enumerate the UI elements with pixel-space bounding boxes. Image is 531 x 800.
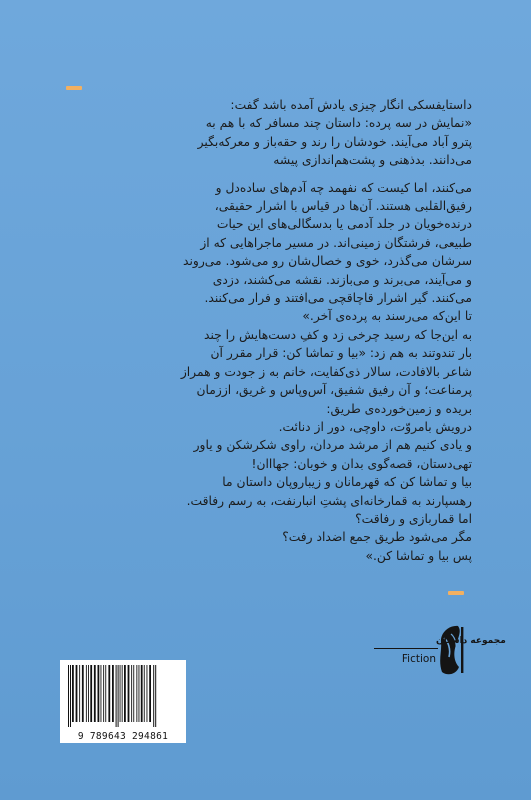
blurb-text	[58, 96, 472, 565]
blurb-line: بیا و تماشا کن که قهرمانان و زیباروپان داستان ما	[222, 475, 472, 490]
blurb-line: پترو آباد می‌آیند. خودشان را رند و حقه‌باز و معرکه‌بگیر	[197, 134, 472, 149]
barcode-bar	[147, 665, 148, 722]
blurb-line: پرمناعت؛ و آن رفیق شفیق، آس‌وپاس و غریق، اززمان	[196, 383, 472, 398]
barcode-bar	[133, 665, 134, 722]
series-latin-label: Fiction	[401, 653, 436, 665]
barcode-bar	[120, 665, 121, 722]
barcode-bar	[101, 665, 102, 722]
barcode-bar	[108, 665, 110, 722]
blurb-line: «نمایش در سه پرده: داستان چند مسافر که با هم به	[205, 116, 472, 131]
blurb-line: مگر می‌شود طریق جمع اضداد رفت؟	[282, 530, 472, 545]
barcode-bar	[79, 665, 80, 722]
blurb-line: درنده‌خویان در جلد آدمی یا بدسگالی‌های این حیات	[216, 217, 472, 232]
blurb-line: رهسپارند به قمارخانه‌ای پشتِ انبارنفت، به رسم رفاقت.	[186, 493, 472, 508]
blurb-line: سرشان می‌گذرد، خوی و خصال‌شان رو می‌شود. می‌روند	[183, 254, 472, 269]
blurb-line: بار تندوتند به هم زد: «بیا و تماشا کن: قرار مقرر آن	[210, 346, 472, 361]
barcode-bar	[94, 665, 96, 722]
barcode-bar	[131, 665, 132, 722]
blurb-line: رفیق‌القلبی هستند. آن‌ها در قیاس با اشرار حقیقی،	[214, 199, 472, 214]
barcode-bar	[153, 665, 154, 727]
barcode-bar	[112, 665, 114, 722]
barcode-bar	[149, 665, 151, 722]
barcode-bar	[116, 665, 117, 727]
barcode-bar	[105, 665, 106, 722]
barcode-bar	[86, 665, 87, 722]
bottom-accent-bar	[448, 591, 464, 595]
blurb-line: می‌دانند. بدذهنی و پشت‌هم‌اندازی پیشه	[273, 153, 472, 168]
publisher-series-logo	[372, 620, 506, 680]
barcode-bar	[128, 665, 130, 722]
barcode-bar	[70, 665, 71, 727]
series-name-label: مجموعه داستان	[436, 636, 506, 646]
isbn-number: 9 789643 294861	[77, 731, 169, 742]
blurb-line: طبیعی، فرشتگان زمینی‌اند. در مسیر ماجراهایی که از	[200, 235, 472, 250]
barcode-bar	[139, 665, 140, 722]
barcode-bar	[76, 665, 78, 722]
barcode-bar	[88, 665, 89, 722]
top-accent-bar	[66, 86, 82, 90]
blurb-line: و یادی کنیم هم از مرشد مردان، راوی شکرشکن و یاور	[193, 438, 472, 453]
blurb-line: می‌کنند، اما کیست که نفهمد چه آدم‌های ساده‌دل و	[215, 180, 472, 195]
barcode-bar	[90, 665, 92, 722]
barcode-bar	[141, 665, 143, 722]
blurb-line: شاعر بالافادت، سالار ذی‌کفایت، خانم به ز جودت و همراز	[180, 364, 472, 379]
barcode-bar	[72, 665, 74, 722]
barcode-bar	[118, 665, 119, 727]
blurb-line: اما قماربازی و رفاقت؟	[355, 511, 472, 526]
blurb-line: بریده و زمین‌خورده‌ی طریق:	[326, 401, 472, 416]
barcode-bar	[124, 665, 126, 722]
blurb-line: می‌کنند. گیر اشرار قاچاقچی می‌افتند و فرار می‌کنند.	[204, 291, 472, 306]
blurb-line: به این‌جا که رسید چرخی زد و کفِ دست‌هایش را چند	[204, 327, 472, 342]
barcode-bar	[68, 665, 69, 727]
barcode-bars	[60, 660, 186, 730]
blurb-line: داستایفسکی انگار چیزی یادش آمده باشد گفت:	[230, 98, 472, 112]
barcode-bar	[82, 665, 84, 722]
barcode-bar	[144, 665, 145, 722]
barcode-bar	[136, 665, 137, 722]
blurb-line: درویش بامروّت، داوچی، دور از دنائت.	[278, 419, 472, 434]
blurb-line: پس بیا و تماشا کن.»	[365, 548, 472, 563]
blurb-line: و می‌آیند، می‌برند و می‌بازند. نقشه می‌کشند، دزدی	[212, 272, 472, 287]
isbn-barcode	[60, 660, 186, 743]
barcode-bar	[155, 665, 156, 727]
barcode-bar	[98, 665, 100, 722]
barcode-bar	[122, 665, 123, 722]
blurb-line: تهی‌دستان، قصه‌گوی بدان و خوبان: جهااان!	[251, 456, 472, 471]
blurb-line: تا این‌که می‌رسند به پرده‌ی آخر.»	[302, 309, 472, 324]
barcode-bar	[103, 665, 104, 722]
publisher-mark-icon	[372, 620, 506, 680]
